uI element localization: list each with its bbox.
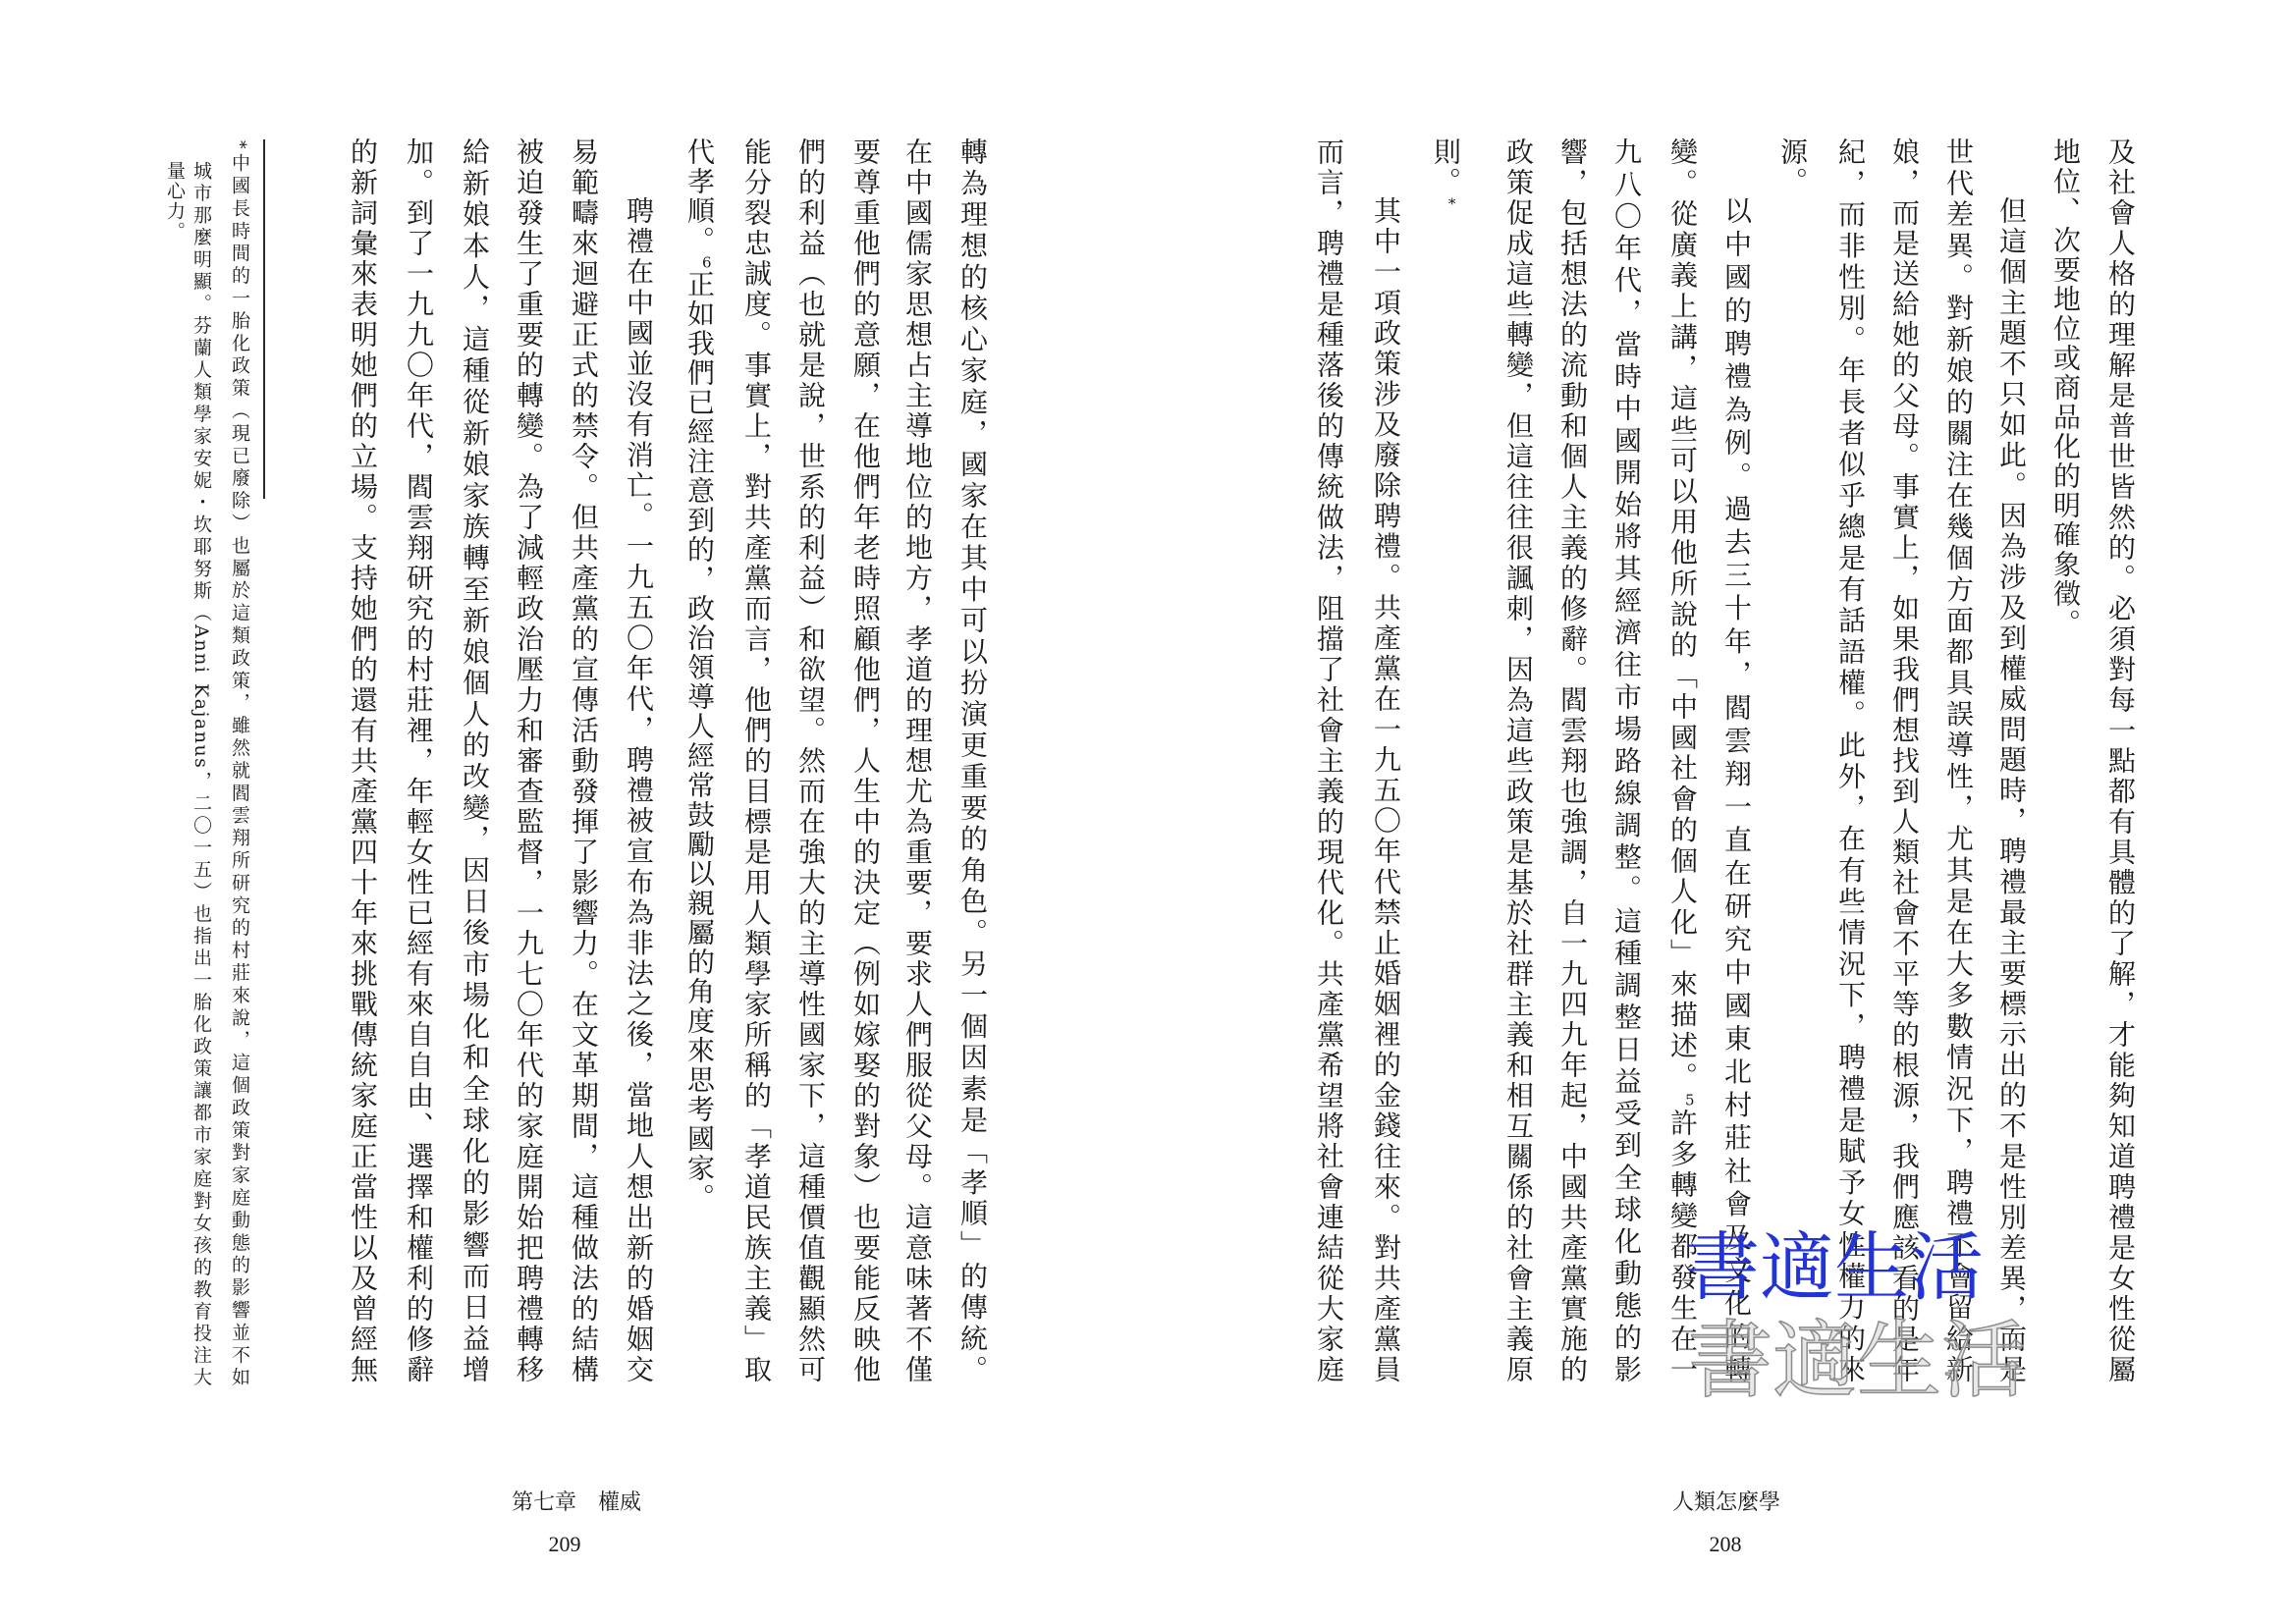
running-head: 人類怎麼學 (1671, 1490, 1780, 1515)
text-column: 而言，聘禮是種落後的傳統做法，阻擋了社會主義的現代化。共產黨希望將社會連結從大家庭 (1313, 137, 1345, 1384)
text-column: 世代差異。對新娘的關注在幾個方面都具誤導性，尤其是在大多數情況下，聘禮不會留給新 (1942, 137, 1975, 1384)
footnote-column (224, 140, 255, 1387)
text-column: 易範疇來迴避正式的禁令。但共產黨的宣傳活動發揮了影響力。在文革期間，這種做法的結構 (568, 137, 600, 1384)
text-column: 及社會人格的理解是普世皆然的。必須對每一點都有具體的了解，才能夠知道聘禮是女性從屬 (2104, 137, 2137, 1384)
text-column: 以中國的聘禮為例。過去三十年，閻雲翔一直在研究中國東北村莊社會及文化的轉 (1720, 196, 1753, 1384)
text-column: 源。 (1776, 137, 1809, 196)
text-column: 地位、次要地位或商品化的明確象徵。 (2049, 137, 2082, 638)
text-column (1424, 137, 1467, 1384)
text-column: 在中國儒家思想占主導地位的地方，孝道的理想尤為重要，要求人們服從父母。這意味著不僅 (901, 137, 934, 1384)
text-run: 則。 (1430, 137, 1462, 196)
text-run: 許多轉變都發生在一 (1666, 1109, 1699, 1384)
footnote-marker: * (1448, 196, 1456, 211)
page-number: 209 (548, 1532, 581, 1556)
watermark-text: 書適生活 (1685, 1223, 1984, 1311)
text-run: 代孝順。 (683, 137, 716, 255)
footnote-column: 量心力。 (164, 161, 186, 242)
footnote-marker: 5 (1685, 1092, 1695, 1108)
running-head: 第七章 權威 (511, 1490, 641, 1515)
text-column: 加。到了一九九〇年代，閻雲翔研究的村莊裡，年輕女性已經有來自自由、選擇和權利的修辭 (403, 137, 435, 1384)
text-column: 九八〇年代，當時中國開始將其經濟往市場路線調整。這種調整日益受到全球化動態的影 (1610, 137, 1643, 1384)
text-column: 政策促成這些轉變，但這往往很諷刺，因為這些政策是基於社群主義和相互關係的社會主義原 (1502, 137, 1535, 1384)
text-column (1661, 137, 1704, 1384)
text-column: 其中一項政策涉及廢除聘禮。共產黨在一九五〇年代禁止婚姻裡的金錢往來。對共產黨員 (1370, 196, 1402, 1384)
text-column: 被迫發生了重要的轉變。為了減輕政治壓力和審查監督，一九七〇年代的家庭開始把聘禮轉移 (513, 137, 545, 1384)
text-run: 變。從廣義上講，這些可以用他所說的「中國社會的個人化」來描述。 (1666, 137, 1699, 1093)
text-column: 聘禮在中國並沒有消亡。一九五〇年代，聘禮被宣布為非法之後，當地人想出新的婚姻交 (623, 196, 655, 1384)
footnote-divider (263, 139, 265, 499)
text-run: 正如我們已經注意到的，政治領導人經常鼓勵以親屬的角度來思考國家。 (683, 270, 716, 1213)
text-column: 響，包括想法的流動和個人主義的修辭。閻雲翔也強調，自一九四九年起，中國共產黨實施的 (1556, 137, 1589, 1384)
page-number: 208 (1709, 1532, 1742, 1556)
text-column: 娘，而是送給她的父母。事實上，如果我們想找到人類社會不平等的根源，我們應該看的是年 (1888, 137, 1921, 1384)
text-column: 們的利益（也就是說，世系的利益）和欲望。然而在強大的主導性國家下，這種價值觀顯然可 (794, 137, 827, 1384)
text-run: 中國長時間的一胎化政策（現已廢除）也屬於這類政策，雖然就閻雲翔所研究的村莊來說，這個政策對家庭動態的影響並不如 (229, 150, 250, 1387)
footnote-marker: 6 (702, 255, 712, 270)
text-column: 要尊重他們的意願，在他們年老時照顧他們，人生中的決定（例如嫁娶的對象）也要能反映他 (849, 137, 882, 1384)
text-column (678, 137, 721, 1384)
text-column: 給新娘本人，這種從新娘家族轉至新娘個人的改變，因日後市場化和全球化的影響而日益增 (459, 137, 491, 1384)
text-column: 轉為理想的核心家庭，國家在其中可以扮演更重要的角色。另一個因素是「孝順」的傳統。 (956, 137, 989, 1384)
watermark-text-outline: 書適生活 (1688, 1312, 2026, 1410)
footnote-column: 城市那麼明顯。芬蘭人類學家安妮・坎耶努斯（Anni Kajanus，二〇一五）也指出一胎化政策讓都市家庭對女孩的教育投注大 (191, 161, 212, 1387)
text-column: 能分裂忠誠度。事實上，對共產黨而言，他們的目標是用人類學家所稱的「孝道民族主義」取 (740, 137, 773, 1384)
text-column: 但這個主題不只如此。因為涉及到權威問題時，聘禮最主要標示出的不是性別差異，而是 (1995, 196, 2028, 1384)
text-column: 紀，而非性別。年長者似乎總是有話語權。此外，在有些情況下，聘禮是賦予女性權力的來 (1834, 137, 1867, 1384)
text-column: 的新詞彙來表明她們的立場。支持她們的還有共產黨四十年來挑戰傳統家庭正當性以及曾經無 (347, 137, 379, 1384)
footnote-marker: * (230, 140, 249, 151)
